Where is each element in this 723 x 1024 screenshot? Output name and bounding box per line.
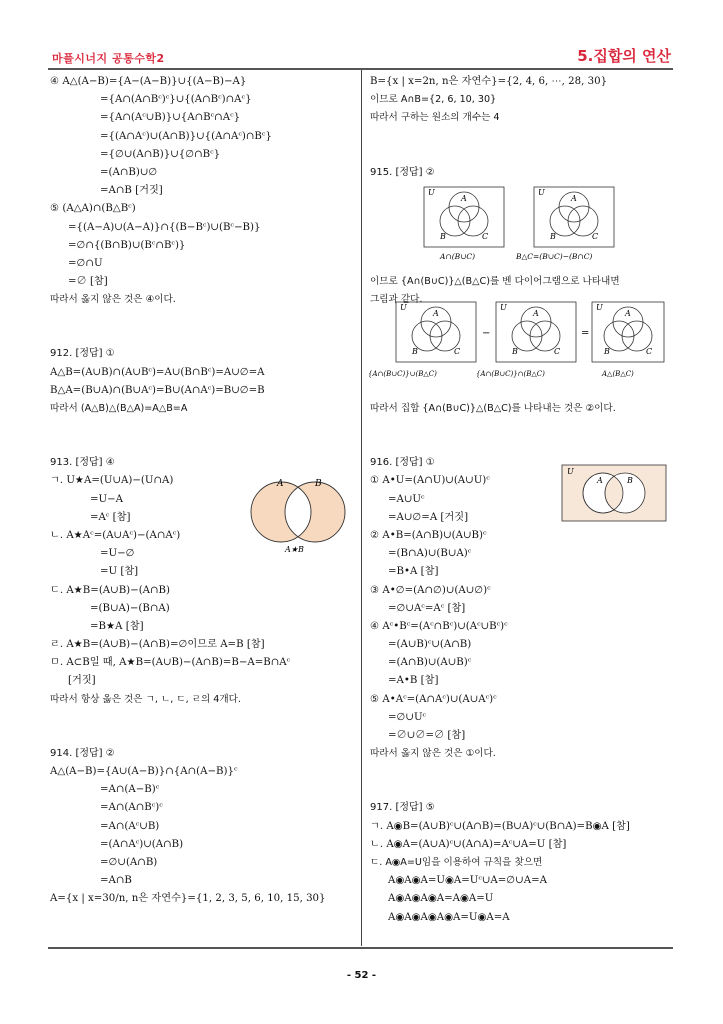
left-line: B△A=(B∪A)∩(B∪Aᶜ)=B∪(A∩Aᶜ)=B∪∅=B — [50, 384, 265, 396]
svg-text:=: = — [581, 328, 590, 339]
left-line: ={A∩(A∩Bᶜ)ᶜ}∪{(A∩Bᶜ)∩Aᶜ} — [100, 94, 252, 106]
left-line: 912. [정답] ① — [50, 348, 115, 360]
left-line: 따라서 항상 옳은 것은 ㄱ, ㄴ, ㄷ, ㄹ의 4개다. — [50, 693, 241, 705]
svg-text:U: U — [428, 188, 435, 197]
left-line: ④ A△(A−B)={A−(A−B)}∪{(A−B)−A} — [50, 76, 247, 87]
svg-text:A: A — [625, 309, 631, 318]
svg-text:{A∩(B∪C)}∪(B△C): {A∩(B∪C)}∪(B△C) — [368, 370, 437, 378]
venn-diagram-916 — [561, 461, 669, 523]
right-line: =A∪∅=A [거짓] — [388, 511, 469, 523]
right-line: 916. [정답] ① — [370, 457, 435, 469]
left-line: ㅁ. A⊂B일 때, A★B=(A∪B)−(A∩B)=B−A=B∩Aᶜ — [50, 657, 291, 669]
right-line: =B•A [참] — [388, 566, 439, 578]
left-line: =(B∪A)−(B∩A) — [90, 602, 170, 614]
left-line: =U−∅ — [100, 548, 135, 560]
left-line — [50, 418, 355, 454]
svg-text:C: C — [454, 347, 461, 356]
left-line: ㄷ. A★B=(A∪B)−(A∩B) — [50, 584, 171, 596]
right-line: =A∪Uᶜ — [388, 493, 425, 505]
right-line: A◉A◉A=U◉A=Uᶜ∪A=∅∪A=A — [388, 875, 547, 887]
left-line: =B★A [참] — [90, 620, 144, 632]
right-line: 이므로 A∩B={2, 6, 10, 30} — [370, 94, 497, 106]
right-line: =∅∪Uᶜ — [388, 711, 427, 723]
right-line — [370, 382, 670, 400]
right-line: 그림과 같다. — [370, 293, 423, 305]
left-line: =∅ [참] — [68, 276, 108, 288]
right-line — [370, 418, 670, 454]
right-line: B={x | x=2n, n은 자연수}={2, 4, 6, ⋯, 28, 30} — [370, 76, 608, 87]
svg-text:U: U — [538, 188, 545, 197]
left-line: ={(A∩Aᶜ)∪(A∩B)}∪{(A∩Aᶜ)∩Bᶜ} — [100, 130, 272, 142]
left-line: ={A∩(Aᶜ∪B)}∪{A∩Bᶜ∩Aᶜ} — [100, 112, 241, 124]
left-line: =∅∩U — [68, 257, 103, 269]
right-line: ② A•B=(A∩B)∪(A∪B)ᶜ — [370, 529, 487, 541]
left-line: =U−A — [90, 493, 124, 505]
right-line: =(A∩B)∪(A∪B)ᶜ — [388, 657, 472, 669]
right-line: ① A•U=(A∩U)∪(A∪U)ᶜ — [370, 475, 490, 487]
svg-text:B: B — [550, 232, 556, 241]
left-line: A△(A−B)={A∪(A−B)}∩{A∩(A−B)}ᶜ — [50, 766, 238, 777]
svg-text:C: C — [646, 347, 653, 356]
right-line: ㄷ. A◉A=U임을 이용하여 규칙을 찾으면 — [370, 856, 543, 868]
svg-text:U: U — [567, 467, 574, 476]
svg-text:B: B — [627, 476, 633, 485]
left-line: =Aᶜ [참] — [90, 511, 131, 523]
book-title: 마플시너지 공통수학2 — [52, 52, 165, 65]
right-line: 따라서 구하는 원소의 개수는 4 — [370, 112, 500, 124]
venn-diagram-915-a — [422, 183, 508, 263]
svg-text:B△C=(B∪C)−(B∩C): B△C=(B∪C)−(B∩C) — [516, 252, 593, 261]
left-line: =∅∩{(B∩B)∪(Bᶜ∩Bᶜ)} — [68, 239, 186, 251]
svg-text:A: A — [533, 309, 539, 318]
right-line — [370, 763, 670, 799]
venn-label-b: B — [315, 479, 322, 489]
venn-label-a: A — [277, 479, 284, 489]
venn-diagram-915-c — [368, 300, 668, 382]
left-line: ={∅∪(A∩B)}∪{∅∩Bᶜ} — [100, 148, 221, 160]
svg-text:A: A — [461, 194, 467, 203]
svg-text:A: A — [571, 194, 577, 203]
right-line: 이므로 {A∩(B∪C)}△(B△C)를 벤 다이어그램으로 나타내면 — [370, 275, 620, 287]
svg-text:C: C — [482, 232, 489, 241]
left-line: =A∩(A−B)ᶜ — [100, 784, 160, 796]
left-line — [50, 309, 355, 345]
left-line: 따라서 옳지 않은 것은 ④이다. — [50, 294, 176, 306]
left-line: 914. [정답] ② — [50, 747, 115, 759]
right-line: =A•B [참] — [388, 675, 439, 687]
svg-text:C: C — [554, 347, 561, 356]
left-line: ⑤ (A△A)∩(B△Bᶜ) — [50, 203, 136, 215]
left-line: [거짓] — [68, 675, 96, 687]
right-line: A◉A◉A◉A=A◉A=U — [388, 893, 494, 905]
svg-text:A△(B△C): A△(B△C) — [602, 370, 634, 378]
left-line: ㄴ. A★Aᶜ=(A∪Aᶜ)−(A∩Aᶜ) — [50, 529, 181, 541]
left-line: 913. [정답] ④ — [50, 457, 115, 469]
left-line: =A∩(A∩Bᶜ)ᶜ — [100, 802, 163, 814]
column-divider — [361, 70, 362, 946]
right-line — [370, 128, 670, 164]
svg-text:U: U — [400, 303, 407, 312]
right-line: 917. [정답] ⑤ — [370, 802, 435, 814]
right-line: ④ Aᶜ•Bᶜ=(Aᶜ∩Bᶜ)∪(Aᶜ∪Bᶜ)ᶜ — [370, 620, 508, 632]
right-line: ③ A•∅=(A∩∅)∪(A∪∅)ᶜ — [370, 584, 491, 596]
left-line: =(A∩B)∪∅ — [100, 166, 158, 178]
right-line: A◉A◉A◉A◉A=U◉A=A — [388, 911, 510, 923]
venn-caption: A★B — [285, 545, 304, 554]
svg-text:U: U — [500, 303, 507, 312]
chapter-title: 5.집합의 연산 — [577, 47, 671, 65]
right-line: 915. [정답] ② — [370, 166, 435, 178]
left-line: ={(A−A)∪(A−A)}∩{(B−Bᶜ)∪(Bᶜ−B)} — [68, 221, 261, 233]
left-line: ㄹ. A★B=(A∪B)−(A∩B)=∅이므로 A=B [참] — [50, 639, 265, 651]
right-line: ㄱ. A◉B=(A∪B)ᶜ∪(A∩B)=(B∪A)ᶜ∪(B∩A)=B◉A [참] — [370, 820, 630, 832]
svg-text:B: B — [604, 347, 610, 356]
footer-rule — [48, 947, 673, 949]
svg-text:A∩(B∪C): A∩(B∪C) — [440, 252, 476, 261]
left-line: =A∩B — [100, 875, 132, 887]
svg-text:B: B — [440, 232, 446, 241]
venn-diagram-915-b — [512, 183, 634, 263]
left-line: =A∩(Aᶜ∪B) — [100, 820, 160, 832]
left-line: =A∩B [거짓] — [100, 185, 163, 197]
svg-text:B: B — [412, 347, 418, 356]
right-line: =∅∪Aᶜ=Aᶜ [참] — [388, 602, 466, 614]
right-line: =∅∪∅=∅ [참] — [388, 730, 466, 741]
left-line: =∅∪(A∩B) — [100, 856, 158, 868]
left-line: ㄱ. U★A=(U∪A)−(U∩A) — [50, 475, 174, 487]
left-line: =(A∩Aᶜ)∪(A∩B) — [100, 838, 184, 850]
svg-text:B: B — [512, 347, 518, 356]
svg-text:A: A — [597, 476, 603, 485]
left-line: =U [참] — [100, 566, 139, 578]
left-line: 따라서 (A△B)△(B△A)=A△B=A — [50, 403, 188, 414]
venn-diagram-913 — [243, 476, 355, 556]
right-line: ㄴ. A◉A=(A∪A)ᶜ∪(A∩A)=Aᶜ∪A=U [참] — [370, 838, 567, 850]
svg-text:C: C — [592, 232, 599, 241]
right-line: 따라서 옳지 않은 것은 ①이다. — [370, 748, 496, 760]
svg-text:−: − — [482, 328, 491, 339]
left-line: A={x | x=30/n, n은 자연수}={1, 2, 3, 5, 6, 10, 15, 30} — [50, 893, 326, 905]
right-line: =(A∪B)ᶜ∪(A∩B) — [388, 639, 472, 651]
svg-text:A: A — [433, 309, 439, 318]
right-line: =(B∩A)∪(B∪A)ᶜ — [388, 548, 472, 560]
right-line: ⑤ A•Aᶜ=(A∩Aᶜ)∪(A∪Aᶜ)ᶜ — [370, 693, 497, 705]
page-number: - 52 - — [346, 970, 377, 981]
right-line: 따라서 집합 {A∩(B∪C)}△(B△C)를 나타내는 것은 ②이다. — [370, 403, 616, 414]
left-line: A△B=(A∪B)∩(A∪Bᶜ)=A∪(B∩Bᶜ)=A∪∅=A — [50, 366, 265, 378]
svg-text:{A∩(B∪C)}∩(B△C): {A∩(B∪C)}∩(B△C) — [476, 370, 545, 378]
svg-text:U: U — [596, 303, 603, 312]
left-line — [50, 709, 355, 745]
